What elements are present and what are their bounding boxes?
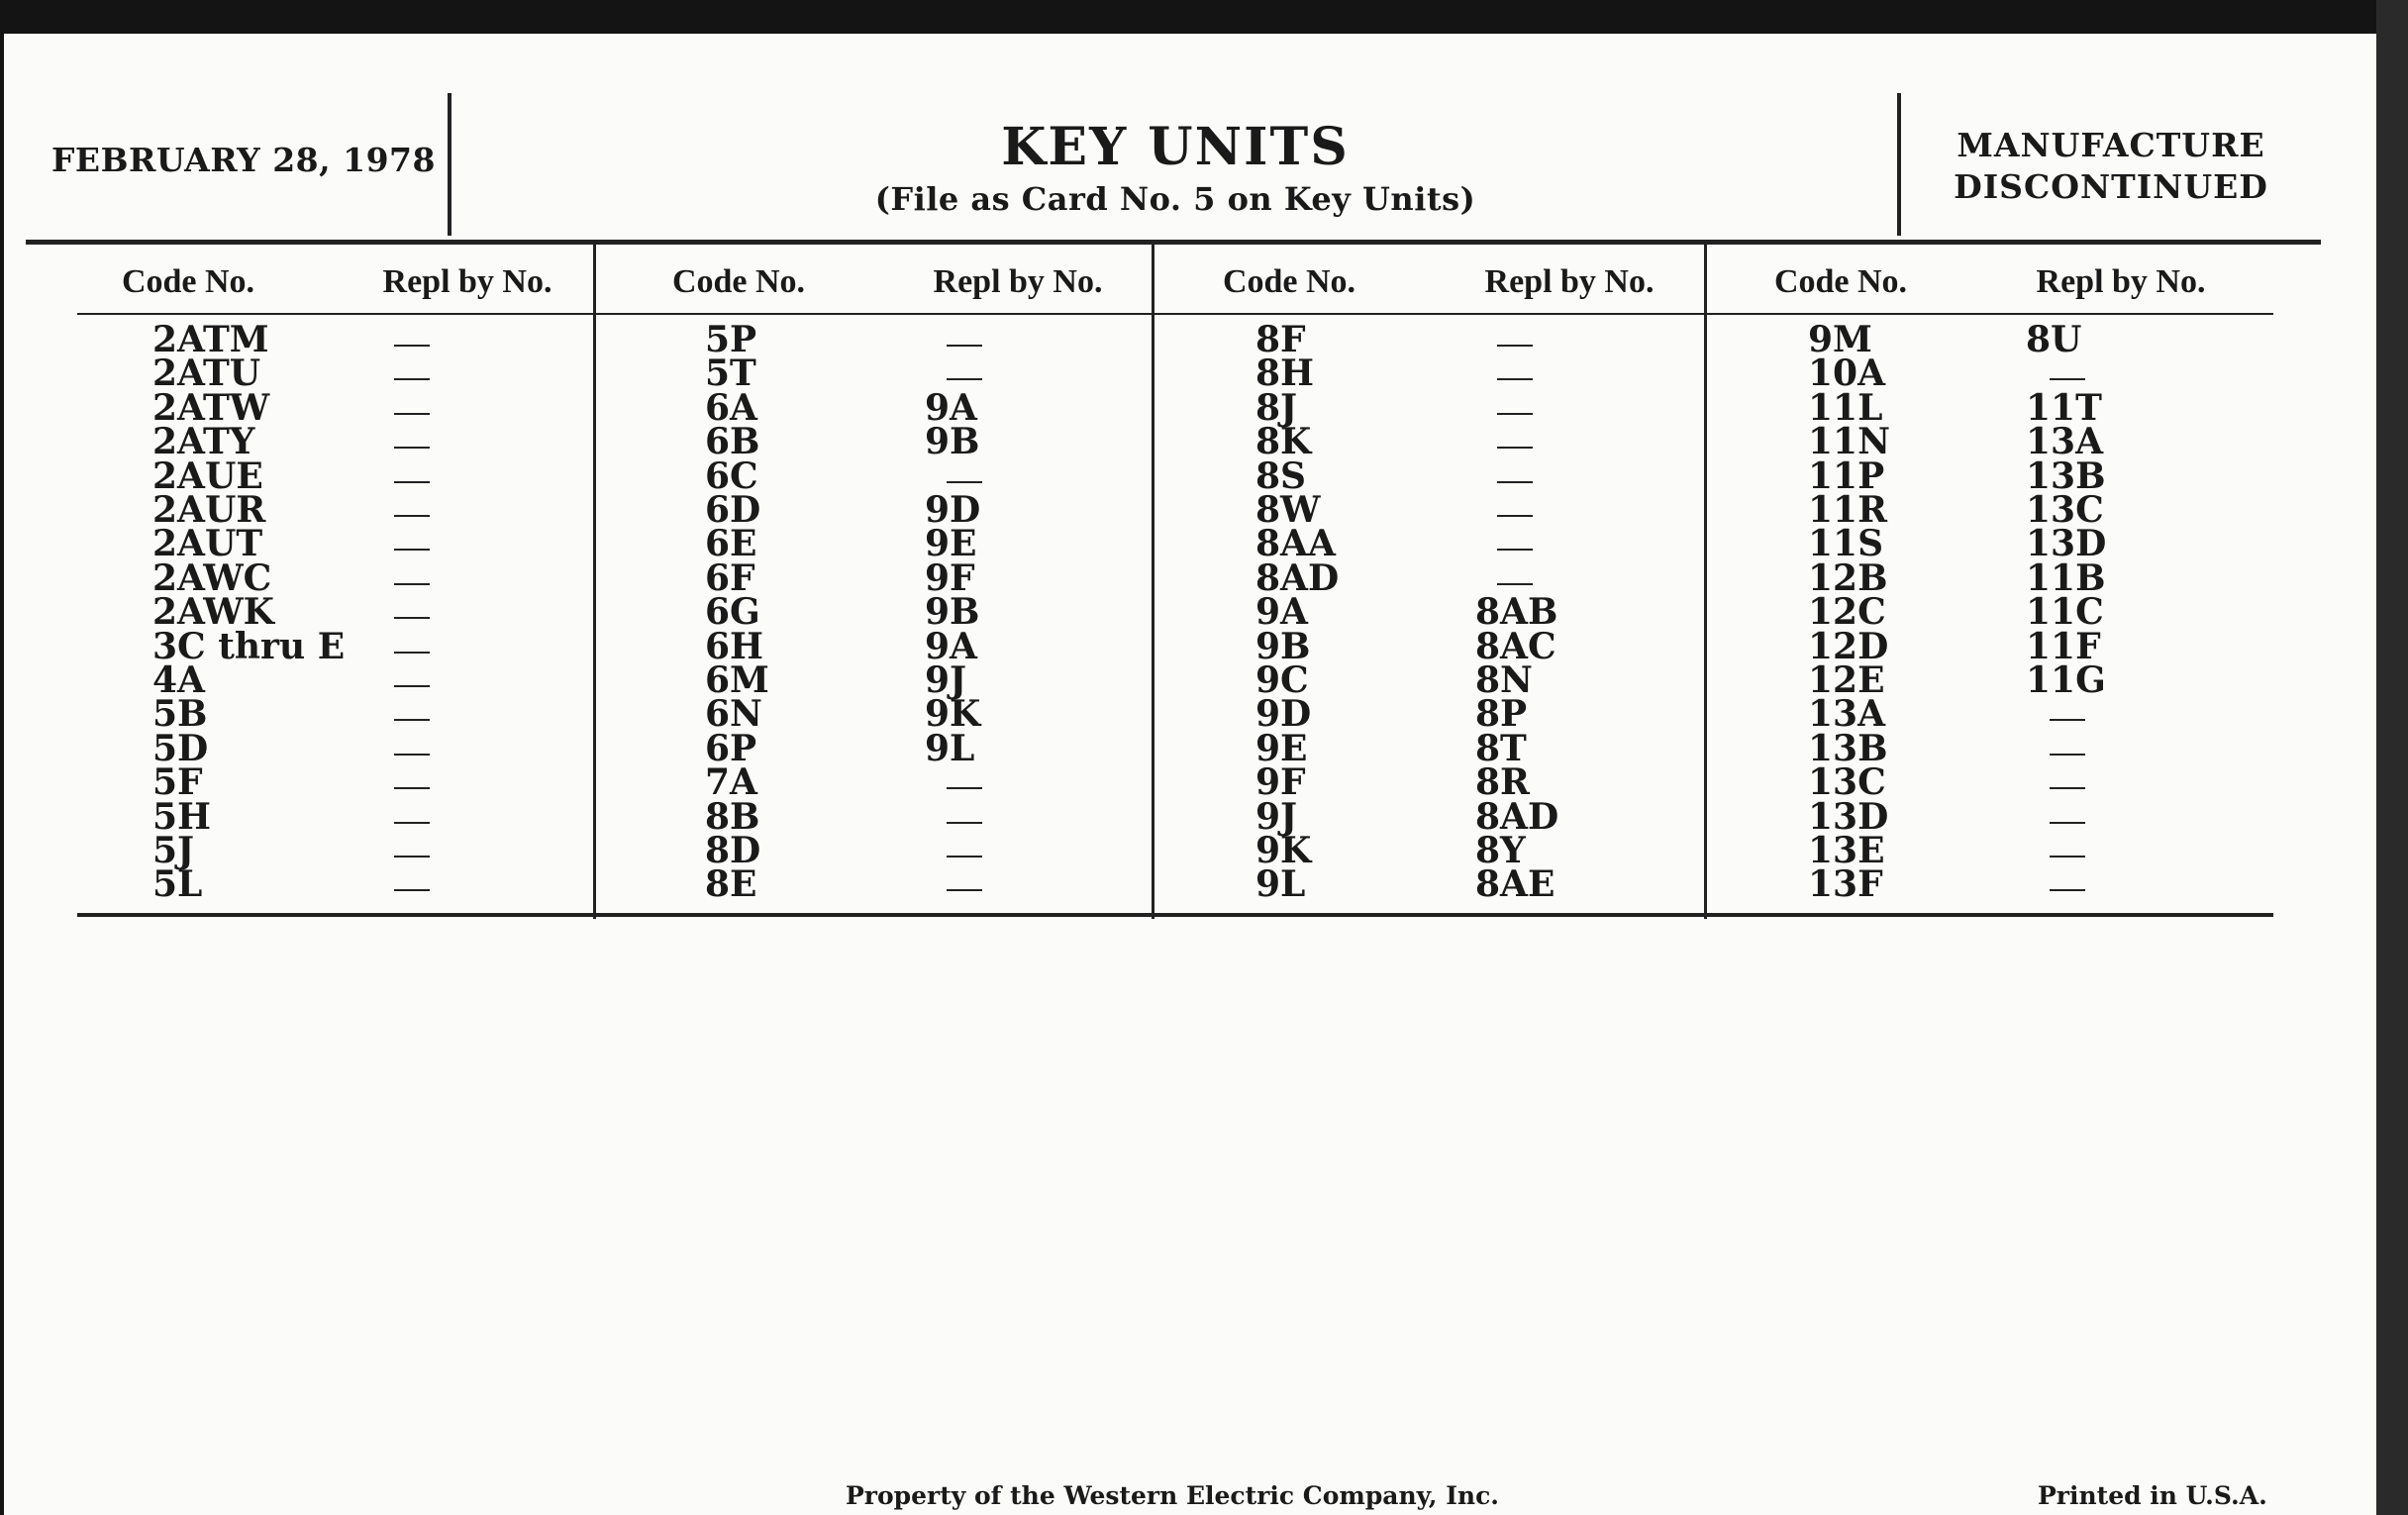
replacement-cell: 9D (925, 489, 981, 531)
replacement-cell: 13C (2026, 489, 2104, 531)
code-cell: 6G (705, 591, 760, 634)
code-cell: 6D (705, 489, 761, 531)
no-replacement-dash (1497, 481, 1533, 483)
code-cell: 10A (1808, 353, 1886, 395)
status-line-1: MANUFACTURE (1956, 126, 2265, 164)
code-cell: 13E (1808, 830, 1885, 871)
replacement-cell: 13B (2026, 454, 2106, 497)
replacement-cell: 8Y (1475, 830, 1526, 871)
code-cell: 5T (705, 353, 756, 395)
code-cell: 9L (1255, 863, 1306, 906)
code-cell: 2ATW (152, 386, 270, 429)
replacement-cell: 9B (925, 421, 980, 463)
code-cell: 2ATY (152, 421, 255, 463)
status-label (1903, 125, 2319, 208)
replacement-cell: 9F (925, 556, 975, 599)
code-cell: 8AA (1255, 523, 1336, 565)
no-replacement-dash (394, 378, 430, 380)
code-cell: 9K (1255, 830, 1312, 871)
replacement-cell: 11T (2026, 386, 2102, 429)
property-notice: Property of the Western Electric Company, Inc. (846, 1481, 1500, 1510)
no-replacement-dash (394, 583, 430, 585)
no-replacement-dash (1497, 378, 1533, 380)
no-replacement-dash (947, 822, 982, 824)
status-line-2: DISCONTINUED (1954, 167, 2268, 206)
code-cell: 9F (1255, 761, 1306, 804)
code-column-header: Code No. (1773, 263, 1908, 300)
no-replacement-dash (947, 481, 982, 483)
code-cell: 11L (1808, 386, 1883, 429)
replacement-cell: 8N (1475, 659, 1533, 701)
column-header-rule (77, 313, 2273, 315)
no-replacement-dash (947, 889, 982, 891)
code-cell: 9C (1255, 659, 1309, 701)
no-replacement-dash (2050, 754, 2085, 756)
code-cell: 5H (152, 795, 212, 838)
no-replacement-dash (947, 378, 982, 380)
code-cell: 6C (705, 454, 758, 497)
code-column-header: Code No. (1222, 263, 1356, 300)
no-replacement-dash (1497, 413, 1533, 415)
no-replacement-dash (394, 617, 430, 619)
replacement-cell: 8T (1475, 727, 1527, 769)
code-cell: 9M (1808, 319, 1872, 360)
replacement-cell: 9L (925, 727, 975, 769)
no-replacement-dash (2050, 787, 2085, 789)
no-replacement-dash (2050, 719, 2085, 721)
replacement-cell: 13A (2026, 421, 2104, 463)
replacement-cell: 8AE (1475, 863, 1555, 906)
code-cell: 12D (1808, 625, 1889, 667)
code-cell: 5F (152, 761, 203, 804)
no-replacement-dash (394, 719, 430, 721)
no-replacement-dash (1497, 549, 1533, 551)
code-cell: 9A (1255, 591, 1308, 634)
code-cell: 2ATM (152, 319, 269, 360)
replacement-cell: 9J (925, 659, 967, 701)
replacement-cell: 8AB (1475, 591, 1558, 634)
no-replacement-dash (947, 856, 982, 858)
no-replacement-dash (394, 822, 430, 824)
replacement-cell: 9B (925, 591, 980, 634)
code-cell: 2AUE (152, 454, 263, 497)
repl-column-header: Repl by No. (2036, 263, 2206, 300)
code-cell: 6F (705, 556, 755, 599)
no-replacement-dash (2050, 822, 2085, 824)
code-cell: 5B (152, 693, 208, 736)
repl-column-header: Repl by No. (1484, 263, 1655, 300)
code-cell: 6A (705, 386, 757, 429)
header-divider-left (448, 93, 452, 236)
replacement-cell: 11C (2026, 591, 2104, 634)
header-rule (26, 240, 2321, 245)
code-column-header: Code No. (671, 263, 806, 300)
card-subtitle: (File as Card No. 5 on Key Units) (874, 180, 1476, 218)
code-cell: 9E (1255, 727, 1308, 769)
replacement-cell: 8AD (1475, 795, 1559, 838)
replacement-cell: 9A (925, 386, 977, 429)
code-cell: 11R (1808, 489, 1888, 531)
code-cell: 13C (1808, 761, 1886, 804)
replacement-cell: 9A (925, 625, 977, 667)
no-replacement-dash (394, 652, 430, 654)
column-divider-2 (1152, 242, 1154, 919)
code-cell: 8H (1255, 353, 1315, 395)
replacement-cell: 11B (2026, 556, 2106, 599)
repl-column-header: Repl by No. (933, 263, 1103, 300)
replacement-cell: 8P (1475, 693, 1528, 736)
code-cell: 8J (1255, 386, 1298, 429)
code-cell: 2AWC (152, 556, 272, 599)
code-cell: 5P (705, 319, 757, 360)
key-units-card (4, 34, 2376, 1515)
column-divider-3 (1704, 242, 1707, 919)
code-cell: 8K (1255, 421, 1312, 463)
printed-notice: Printed in U.S.A. (2038, 1481, 2267, 1510)
code-cell: 11S (1808, 523, 1884, 565)
code-cell: 9D (1255, 693, 1312, 736)
no-replacement-dash (394, 481, 430, 483)
replacement-cell: 8R (1475, 761, 1530, 804)
code-cell: 11P (1808, 454, 1885, 497)
code-cell: 13B (1808, 727, 1888, 769)
no-replacement-dash (2050, 378, 2085, 380)
code-cell: 12C (1808, 591, 1886, 634)
no-replacement-dash (394, 447, 430, 449)
no-replacement-dash (947, 787, 982, 789)
code-cell: 12B (1808, 556, 1888, 599)
code-cell: 11N (1808, 421, 1891, 463)
header-divider-right (1897, 93, 1901, 236)
code-cell: 2AWK (152, 591, 274, 634)
no-replacement-dash (394, 345, 430, 347)
replacement-cell: 9E (925, 523, 977, 565)
code-cell: 8S (1255, 454, 1307, 497)
no-replacement-dash (1497, 345, 1533, 347)
code-cell: 2AUT (152, 523, 263, 565)
no-replacement-dash (2050, 856, 2085, 858)
no-replacement-dash (947, 345, 982, 347)
no-replacement-dash (394, 787, 430, 789)
code-cell: 6M (705, 659, 769, 701)
card-date: FEBRUARY 28, 1978 (51, 141, 436, 179)
no-replacement-dash (394, 856, 430, 858)
code-cell: 4A (152, 659, 205, 701)
code-cell: 8D (705, 830, 761, 871)
no-replacement-dash (394, 413, 430, 415)
replacement-cell: 8U (2026, 319, 2082, 360)
replacement-cell: 11F (2026, 625, 2101, 667)
scan-edge (2376, 0, 2408, 1515)
no-replacement-dash (394, 685, 430, 687)
code-cell: 7A (705, 761, 757, 804)
code-cell: 13A (1808, 693, 1886, 736)
code-cell: 8AD (1255, 556, 1340, 599)
code-cell: 5J (152, 830, 195, 871)
replacement-cell: 9K (925, 693, 981, 736)
code-cell: 2AUR (152, 489, 266, 531)
code-cell: 12E (1808, 659, 1885, 701)
no-replacement-dash (1497, 447, 1533, 449)
code-cell: 9B (1255, 625, 1311, 667)
replacement-cell: 13D (2026, 523, 2107, 565)
replacement-cell: 8AC (1475, 625, 1556, 667)
replacement-cell: 11G (2026, 659, 2106, 701)
code-cell: 5D (152, 727, 209, 769)
no-replacement-dash (394, 889, 430, 891)
column-divider-1 (593, 242, 596, 919)
code-cell: 6B (705, 421, 760, 463)
code-cell: 6P (705, 727, 757, 769)
no-replacement-dash (1497, 515, 1533, 517)
repl-column-header: Repl by No. (382, 263, 552, 300)
code-cell: 8E (705, 863, 757, 906)
code-cell: 2ATU (152, 353, 261, 395)
no-replacement-dash (394, 754, 430, 756)
no-replacement-dash (2050, 889, 2085, 891)
code-cell: 6N (705, 693, 762, 736)
no-replacement-dash (1497, 583, 1533, 585)
table-bottom-rule (77, 913, 2273, 917)
code-cell: 13D (1808, 795, 1889, 838)
code-cell: 9J (1255, 795, 1298, 838)
code-cell: 3C thru E (152, 625, 346, 667)
code-cell: 8B (705, 795, 760, 838)
code-cell: 6E (705, 523, 757, 565)
code-cell: 5L (152, 863, 203, 906)
card-title: KEY UNITS (1001, 117, 1350, 177)
code-cell: 6H (705, 625, 764, 667)
code-cell: 8W (1255, 489, 1321, 531)
code-cell: 8F (1255, 319, 1306, 360)
no-replacement-dash (394, 549, 430, 551)
code-column-header: Code No. (121, 263, 255, 300)
code-cell: 13F (1808, 863, 1883, 906)
no-replacement-dash (394, 515, 430, 517)
